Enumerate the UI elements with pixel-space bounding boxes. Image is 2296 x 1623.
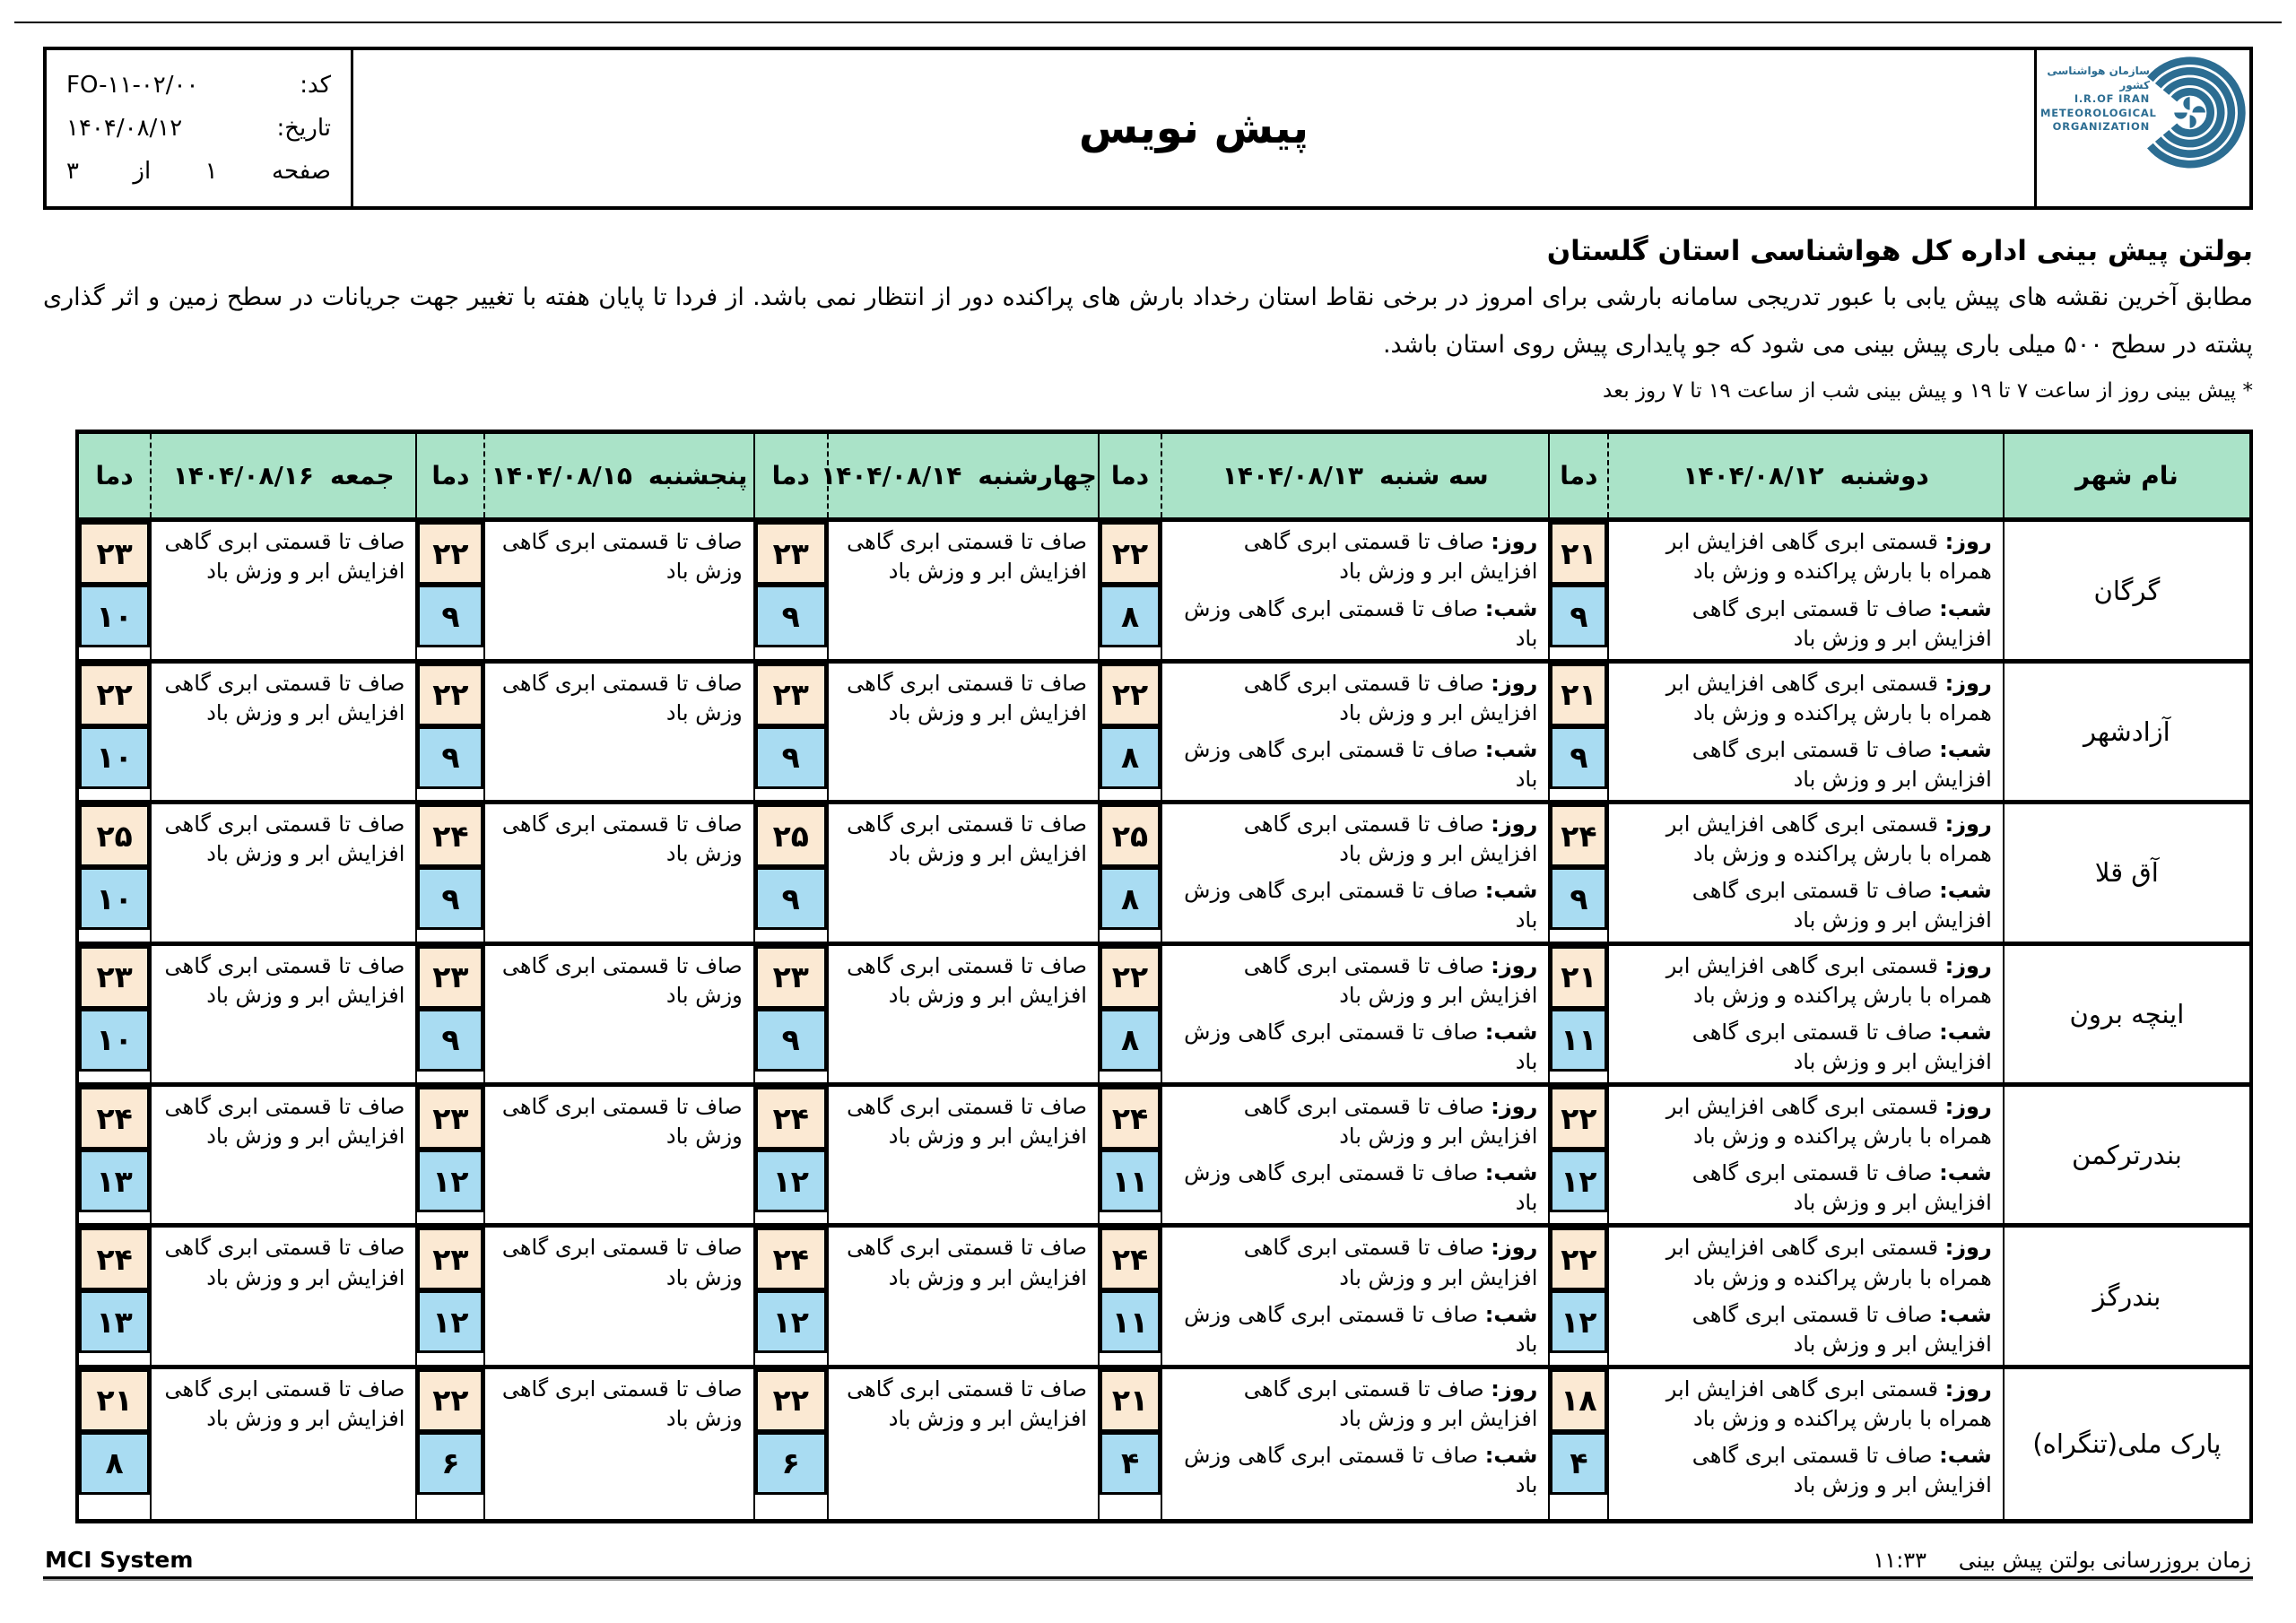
- city-name: بندرترکمن: [2004, 1085, 2251, 1226]
- night-temp: ۱۰: [79, 726, 150, 789]
- day-forecast-text: صاف تا قسمتی ابری گاهی افزایش ابر و وزش باد: [1243, 812, 1538, 867]
- forecast-cell: [1161, 520, 1549, 661]
- date-label: تاریخ:: [276, 115, 331, 142]
- night-temp: ۱۳: [79, 1150, 150, 1212]
- temp-cell: [416, 803, 484, 943]
- page-total: ۳: [66, 158, 79, 185]
- forecast-table: [75, 430, 2253, 1523]
- forecast-text: صاف تا قسمتی ابری گاهی افزایش ابر و وزش باد: [847, 812, 1087, 867]
- night-temp: ۸: [1100, 1009, 1161, 1072]
- night-label: شب:: [1939, 1301, 1992, 1327]
- temp-cell: [77, 943, 151, 1084]
- day-temp: ۲۱: [1100, 1369, 1161, 1432]
- update-time-line: [1873, 1548, 2251, 1573]
- city-name: بندرگز: [2004, 1226, 2251, 1367]
- night-label: شب:: [1484, 1443, 1538, 1469]
- day-temp: ۲۲: [79, 664, 150, 726]
- forecast-cell: [484, 943, 753, 1084]
- night-temp: ۱۲: [1550, 1290, 1607, 1353]
- table-row: [77, 520, 2251, 661]
- night-label: شب:: [1484, 595, 1538, 621]
- night-temp: ۹: [417, 585, 483, 647]
- temp-column-header: دما: [416, 432, 484, 520]
- night-label: شب:: [1939, 595, 1992, 621]
- forecast-text: صاف تا قسمتی ابری گاهی افزایش ابر و وزش باد: [164, 812, 405, 867]
- night-temp: ۱۲: [755, 1150, 827, 1212]
- forecast-cell: [828, 520, 1099, 661]
- mci-system-label: MCI System: [45, 1546, 194, 1573]
- temp-cell: [1549, 661, 1608, 802]
- forecast-text: صاف تا قسمتی ابری گاهی افزایش ابر و وزش باد: [164, 1376, 405, 1432]
- forecast-cell: [1161, 1367, 1549, 1521]
- forecast-cell: [151, 661, 416, 802]
- day-forecast-text: صاف تا قسمتی ابری گاهی افزایش ابر و وزش باد: [1243, 1235, 1538, 1290]
- city-name: اینچه برون: [2004, 943, 2251, 1084]
- code-label: کد:: [300, 72, 331, 99]
- night-label: شب:: [1939, 1160, 1992, 1186]
- forecast-cell: [484, 520, 753, 661]
- forecast-cell: [828, 1085, 1099, 1226]
- forecast-cell: [1608, 520, 2003, 661]
- day-temp: ۲۲: [417, 522, 483, 585]
- forecast-text: صاف تا قسمتی ابری گاهی وزش باد: [501, 529, 743, 585]
- night-temp: ۱۱: [1100, 1290, 1161, 1353]
- day-temp: ۲۱: [1550, 522, 1607, 585]
- day-temp: ۲۳: [755, 946, 827, 1009]
- night-label: شب:: [1484, 878, 1538, 904]
- day-temp: ۲۳: [417, 946, 483, 1009]
- forecast-text: صاف تا قسمتی ابری گاهی افزایش ابر و وزش باد: [164, 952, 405, 1008]
- forecast-text: صاف تا قسمتی ابری گاهی وزش باد: [501, 952, 743, 1008]
- forecast-cell: [484, 1367, 753, 1521]
- table-row: [77, 661, 2251, 802]
- night-temp: ۱۱: [1550, 1009, 1607, 1072]
- night-forecast-text: صاف تا قسمتی ابری گاهی افزایش ابر و وزش باد: [1692, 1019, 1992, 1074]
- city-name: آق قلا: [2004, 803, 2251, 943]
- night-temp: ۴: [1550, 1432, 1607, 1495]
- day-temp: ۲۲: [417, 1369, 483, 1432]
- temp-cell: [754, 1367, 828, 1521]
- day-forecast-text: قسمتی ابری گاهی افزایش ابر همراه با بارش پراکنده و وزش باد: [1665, 952, 1992, 1008]
- day-temp: ۲۳: [755, 522, 827, 585]
- logo-text: [2040, 65, 2157, 135]
- forecast-text: صاف تا قسمتی ابری گاهی وزش باد: [501, 670, 743, 725]
- day-temp: ۲۴: [755, 1087, 827, 1150]
- night-forecast-text: صاف تا قسمتی ابری گاهی افزایش ابر و وزش باد: [1692, 736, 1992, 793]
- night-temp: ۹: [755, 726, 827, 789]
- night-label: شب:: [1484, 1301, 1538, 1327]
- night-forecast-text: صاف تا قسمتی ابری گاهی افزایش ابر و وزش باد: [1692, 595, 1992, 651]
- night-temp: ۹: [417, 1009, 483, 1072]
- day-label: روز:: [1944, 1376, 1992, 1402]
- day-forecast-text: صاف تا قسمتی ابری گاهی افزایش ابر و وزش باد: [1243, 1094, 1538, 1150]
- forecast-cell: [151, 1367, 416, 1521]
- day-temp: ۲۱: [1550, 664, 1607, 726]
- day-temp: ۲۲: [1550, 1228, 1607, 1290]
- temp-cell: [416, 943, 484, 1084]
- wednesday-header: چهارشنبه۱۴۰۴/۰۸/۱۴: [828, 432, 1099, 520]
- temp-cell: [1099, 803, 1161, 943]
- night-label: شب:: [1484, 1160, 1538, 1186]
- night-temp: ۹: [755, 867, 827, 930]
- page-footer: [43, 1547, 2253, 1573]
- temp-cell: [416, 1085, 484, 1226]
- day-forecast-text: قسمتی ابری گاهی افزایش ابر همراه با بارش پراکنده و وزش باد: [1665, 1376, 1992, 1432]
- logo-line-meteorological: METEOROLOGICAL: [2040, 106, 2157, 119]
- day-label: روز:: [1491, 812, 1538, 838]
- forecast-cell: [151, 1226, 416, 1367]
- day-temp: ۲۴: [1550, 804, 1607, 867]
- draft-title: پیش نویس: [1078, 103, 1309, 153]
- night-temp: ۹: [417, 867, 483, 930]
- day-temp: ۲۲: [1100, 664, 1161, 726]
- code-value: FO-۱۱-۰۲/۰۰: [66, 72, 199, 99]
- forecast-cell: [484, 661, 753, 802]
- forecast-cell: [151, 1085, 416, 1226]
- temp-column-header: دما: [77, 432, 151, 520]
- night-temp: ۹: [1550, 585, 1607, 647]
- night-forecast-text: صاف تا قسمتی ابری گاهی وزش باد: [1184, 736, 1538, 793]
- day-forecast-text: صاف تا قسمتی ابری گاهی افزایش ابر و وزش باد: [1243, 952, 1538, 1008]
- day-temp: ۲۵: [755, 804, 827, 867]
- tuesday-header: سه شنبه۱۴۰۴/۰۸/۱۳: [1161, 432, 1549, 520]
- night-temp: ۸: [79, 1432, 150, 1495]
- day-forecast-text: صاف تا قسمتی ابری گاهی افزایش ابر و وزش باد: [1243, 670, 1538, 725]
- night-forecast-text: صاف تا قسمتی ابری گاهی وزش باد: [1184, 878, 1538, 933]
- night-label: شب:: [1939, 736, 1992, 762]
- day-label: روز:: [1944, 952, 1992, 978]
- day-label: روز:: [1944, 1235, 1992, 1261]
- day-forecast-text: قسمتی ابری گاهی افزایش ابر همراه با بارش پراکنده و وزش باد: [1665, 670, 1992, 725]
- night-forecast-text: صاف تا قسمتی ابری گاهی افزایش ابر و وزش باد: [1692, 1301, 1992, 1357]
- day-label: روز:: [1944, 529, 1992, 555]
- logo-line-organization: ORGANIZATION: [2052, 120, 2150, 133]
- city-name: آزادشهر: [2004, 661, 2251, 802]
- forecast-text: صاف تا قسمتی ابری گاهی افزایش ابر و وزش باد: [847, 952, 1087, 1008]
- night-temp: ۶: [755, 1432, 827, 1495]
- night-label: شب:: [1484, 1019, 1538, 1045]
- page-label: صفحه: [272, 158, 331, 185]
- temp-cell: [77, 520, 151, 661]
- forecast-text: صاف تا قسمتی ابری گاهی افزایش ابر و وزش باد: [164, 529, 405, 585]
- night-forecast-text: صاف تا قسمتی ابری گاهی وزش باد: [1184, 1301, 1538, 1357]
- forecast-cell: [151, 803, 416, 943]
- day-forecast-text: صاف تا قسمتی ابری گاهی افزایش ابر و وزش باد: [1243, 1376, 1538, 1432]
- logo-line-iran: I.R.OF IRAN: [2074, 92, 2150, 105]
- night-temp: ۱۲: [417, 1150, 483, 1212]
- day-temp: ۲۱: [79, 1369, 150, 1432]
- night-temp: ۹: [417, 726, 483, 789]
- forecast-text: صاف تا قسمتی ابری گاهی وزش باد: [501, 1376, 743, 1432]
- forecast-cell: [1161, 661, 1549, 802]
- forecast-text: صاف تا قسمتی ابری گاهی وزش باد: [501, 1094, 743, 1150]
- night-label: شب:: [1939, 878, 1992, 904]
- forecast-cell: [151, 520, 416, 661]
- temp-cell: [754, 943, 828, 1084]
- temp-cell: [77, 803, 151, 943]
- table-row: [77, 1367, 2251, 1521]
- logo-cell: [2034, 50, 2249, 206]
- night-temp: ۴: [1100, 1432, 1161, 1495]
- day-forecast-text: قسمتی ابری گاهی افزایش ابر همراه با بارش پراکنده و وزش باد: [1665, 1235, 1992, 1290]
- day-temp: ۲۴: [79, 1087, 150, 1150]
- night-forecast-text: صاف تا قسمتی ابری گاهی افزایش ابر و وزش باد: [1692, 878, 1992, 933]
- night-label: شب:: [1484, 736, 1538, 762]
- thursday-header: پنجشنبه۱۴۰۴/۰۸/۱۵: [484, 432, 753, 520]
- forecast-cell: [828, 803, 1099, 943]
- forecast-text: صاف تا قسمتی ابری گاهی افزایش ابر و وزش باد: [847, 670, 1087, 725]
- temp-cell: [1099, 520, 1161, 661]
- date-value: ۱۴۰۴/۰۸/۱۲: [66, 115, 183, 142]
- forecast-cell: [1608, 1226, 2003, 1367]
- forecast-table-body: [77, 520, 2251, 1522]
- forecast-text: صاف تا قسمتی ابری گاهی افزایش ابر و وزش باد: [847, 1235, 1087, 1290]
- temp-column-header: دما: [1549, 432, 1608, 520]
- night-temp: ۹: [755, 585, 827, 647]
- temp-cell: [1549, 803, 1608, 943]
- temp-column-header: دما: [754, 432, 828, 520]
- page-bottom-rule: [43, 1576, 2253, 1581]
- day-temp: ۲۲: [1550, 1087, 1607, 1150]
- night-temp: ۱۳: [79, 1290, 150, 1353]
- temp-cell: [1099, 1085, 1161, 1226]
- forecast-cell: [1161, 1226, 1549, 1367]
- day-temp: ۲۴: [755, 1228, 827, 1290]
- forecast-cell: [1608, 1367, 2003, 1521]
- night-temp: ۶: [417, 1432, 483, 1495]
- forecast-text: صاف تا قسمتی ابری گاهی افزایش ابر و وزش باد: [164, 1235, 405, 1290]
- temp-cell: [1549, 1226, 1608, 1367]
- forecast-cell: [484, 803, 753, 943]
- update-time-value: ۱۱:۳۳: [1873, 1547, 1927, 1573]
- night-temp: ۱۰: [79, 1009, 150, 1072]
- temp-column-header: دما: [1099, 432, 1161, 520]
- page-of-label: از: [133, 158, 152, 185]
- forecast-cell: [484, 1085, 753, 1226]
- forecast-cell: [1608, 661, 2003, 802]
- page-line: [47, 158, 351, 185]
- temp-cell: [754, 1085, 828, 1226]
- forecast-hours-note: * پیش بینی روز از ساعت ۷ تا ۱۹ و پیش بینی شب از ساعت ۱۹ تا ۷ روز بعد: [1603, 379, 2253, 404]
- day-forecast-text: قسمتی ابری گاهی افزایش ابر همراه با بارش پراکنده و وزش باد: [1665, 812, 1992, 867]
- day-temp: ۲۵: [1100, 804, 1161, 867]
- day-temp: ۲۳: [79, 946, 150, 1009]
- night-temp: ۱۲: [755, 1290, 827, 1353]
- day-label: روز:: [1491, 670, 1538, 696]
- monday-header: دوشنبه۱۴۰۴/۰۸/۱۲: [1608, 432, 2003, 520]
- day-label: روز:: [1944, 1094, 1992, 1120]
- day-label: روز:: [1491, 1235, 1538, 1261]
- page-top-rule: [14, 22, 2282, 23]
- night-forecast-text: صاف تا قسمتی ابری گاهی وزش باد: [1184, 1443, 1538, 1498]
- forecast-cell: [484, 1226, 753, 1367]
- page-number: ۱: [204, 158, 218, 185]
- temp-cell: [1549, 943, 1608, 1084]
- forecast-cell: [1608, 1085, 2003, 1226]
- city-column-header: نام شهر: [2004, 432, 2251, 520]
- day-temp: ۲۱: [1550, 946, 1607, 1009]
- table-row: [77, 943, 2251, 1084]
- temp-cell: [416, 1367, 484, 1521]
- day-temp: ۲۲: [1100, 522, 1161, 585]
- day-temp: ۲۴: [1100, 1228, 1161, 1290]
- forecast-cell: [151, 943, 416, 1084]
- temp-cell: [77, 661, 151, 802]
- day-label: روز:: [1491, 1376, 1538, 1402]
- temp-cell: [1099, 943, 1161, 1084]
- document-info-cell: [47, 50, 353, 206]
- day-temp: ۲۳: [417, 1087, 483, 1150]
- temp-cell: [1549, 520, 1608, 661]
- forecast-text: صاف تا قسمتی ابری گاهی وزش باد: [501, 812, 743, 867]
- forecast-text: صاف تا قسمتی ابری گاهی افزایش ابر و وزش باد: [164, 670, 405, 725]
- day-temp: ۲۴: [417, 804, 483, 867]
- friday-header: جمعه۱۴۰۴/۰۸/۱۶: [151, 432, 416, 520]
- date-line: [47, 115, 351, 142]
- temp-cell: [754, 1226, 828, 1367]
- night-temp: ۹: [1550, 867, 1607, 930]
- night-label: شب:: [1939, 1443, 1992, 1469]
- day-forecast-text: قسمتی ابری گاهی افزایش ابر همراه با بارش پراکنده و وزش باد: [1665, 529, 1992, 585]
- forecast-cell: [1608, 803, 2003, 943]
- night-temp: ۹: [755, 1009, 827, 1072]
- temp-cell: [1099, 661, 1161, 802]
- day-temp: ۲۳: [79, 522, 150, 585]
- temp-cell: [754, 803, 828, 943]
- forecast-text: صاف تا قسمتی ابری گاهی افزایش ابر و وزش باد: [847, 529, 1087, 585]
- day-forecast-text: قسمتی ابری گاهی افزایش ابر همراه با بارش پراکنده و وزش باد: [1665, 1094, 1992, 1150]
- temp-cell: [1549, 1085, 1608, 1226]
- temp-cell: [1549, 1367, 1608, 1521]
- forecast-cell: [1161, 1085, 1549, 1226]
- forecast-cell: [828, 1367, 1099, 1521]
- night-temp: ۸: [1100, 867, 1161, 930]
- temp-cell: [77, 1085, 151, 1226]
- night-temp: ۱۰: [79, 585, 150, 647]
- temp-cell: [416, 661, 484, 802]
- day-temp: ۲۳: [417, 1228, 483, 1290]
- draft-cell: [353, 50, 2034, 206]
- bulletin-body-text: مطابق آخرین نقشه های پیش یابی با عبور تدریجی سامانه بارشی برای امروز در برخی نقاط استان رخداد بارش های پراکنده دور از انتظار نمی باشد. از فردا تا پایان هفته با تغییر جهت جریانات در سطح زمین و اثر گذاری پشته در سطح ۵۰۰ میلی باری پیش بینی می شود که جو پایداری پیش روی استان باشد.: [43, 283, 2253, 359]
- night-temp: ۱۲: [417, 1290, 483, 1353]
- table-row: [77, 1085, 2251, 1226]
- forecast-text: صاف تا قسمتی ابری گاهی وزش باد: [501, 1235, 743, 1290]
- temp-cell: [1099, 1367, 1161, 1521]
- day-temp: ۲۲: [755, 1369, 827, 1432]
- night-temp: ۱۱: [1100, 1150, 1161, 1212]
- day-label: روز:: [1491, 952, 1538, 978]
- day-label: روز:: [1491, 1094, 1538, 1120]
- city-name: گرگان: [2004, 520, 2251, 661]
- day-label: روز:: [1944, 670, 1992, 696]
- night-temp: ۹: [1550, 726, 1607, 789]
- forecast-cell: [1608, 943, 2003, 1084]
- table-row: [77, 1226, 2251, 1367]
- night-forecast-text: صاف تا قسمتی ابری گاهی وزش باد: [1184, 595, 1538, 651]
- day-temp: ۱۸: [1550, 1369, 1607, 1432]
- temp-cell: [754, 661, 828, 802]
- temp-cell: [416, 1226, 484, 1367]
- document-header: [43, 47, 2253, 210]
- day-forecast-text: صاف تا قسمتی ابری گاهی افزایش ابر و وزش باد: [1243, 529, 1538, 585]
- day-label: روز:: [1944, 812, 1992, 838]
- night-forecast-text: صاف تا قسمتی ابری گاهی افزایش ابر و وزش باد: [1692, 1160, 1992, 1216]
- table-row: [77, 803, 2251, 943]
- forecast-cell: [828, 943, 1099, 1084]
- day-temp: ۲۳: [755, 664, 827, 726]
- forecast-cell: [1161, 803, 1549, 943]
- night-label: شب:: [1939, 1019, 1992, 1045]
- temp-cell: [754, 520, 828, 661]
- forecast-text: صاف تا قسمتی ابری گاهی افزایش ابر و وزش باد: [847, 1376, 1087, 1432]
- night-forecast-text: صاف تا قسمتی ابری گاهی وزش باد: [1184, 1019, 1538, 1074]
- day-temp: ۲۵: [79, 804, 150, 867]
- day-temp: ۲۴: [1100, 1087, 1161, 1150]
- forecast-cell: [828, 1226, 1099, 1367]
- night-temp: ۱۲: [1550, 1150, 1607, 1212]
- night-forecast-text: صاف تا قسمتی ابری گاهی وزش باد: [1184, 1160, 1538, 1216]
- temp-cell: [1099, 1226, 1161, 1367]
- temp-cell: [77, 1367, 151, 1521]
- city-name: پارک ملی(تنگراه): [2004, 1367, 2251, 1521]
- night-forecast-text: صاف تا قسمتی ابری گاهی افزایش ابر و وزش باد: [1692, 1443, 1992, 1498]
- night-temp: ۸: [1100, 585, 1161, 647]
- temp-cell: [416, 520, 484, 661]
- day-temp: ۲۲: [1100, 946, 1161, 1009]
- forecast-cell: [828, 661, 1099, 802]
- day-temp: ۲۲: [417, 664, 483, 726]
- night-temp: ۸: [1100, 726, 1161, 789]
- code-line: [47, 72, 351, 99]
- forecast-cell: [1161, 943, 1549, 1084]
- day-label: روز:: [1491, 529, 1538, 555]
- temp-cell: [77, 1226, 151, 1367]
- forecast-text: صاف تا قسمتی ابری گاهی افزایش ابر و وزش باد: [847, 1094, 1087, 1150]
- forecast-text: صاف تا قسمتی ابری گاهی افزایش ابر و وزش باد: [164, 1094, 405, 1150]
- day-temp: ۲۴: [79, 1228, 150, 1290]
- logo-title-fa: سازمان هواشناسی کشور: [2047, 65, 2150, 91]
- bulletin-title: بولتن پیش بینی اداره کل هواشناسی استان گلستان: [1546, 235, 2253, 267]
- update-time-label: زمان بروزرسانی بولتن پیش بینی: [1958, 1547, 2251, 1573]
- night-temp: ۱۰: [79, 867, 150, 930]
- forecast-table-header: [77, 432, 2251, 520]
